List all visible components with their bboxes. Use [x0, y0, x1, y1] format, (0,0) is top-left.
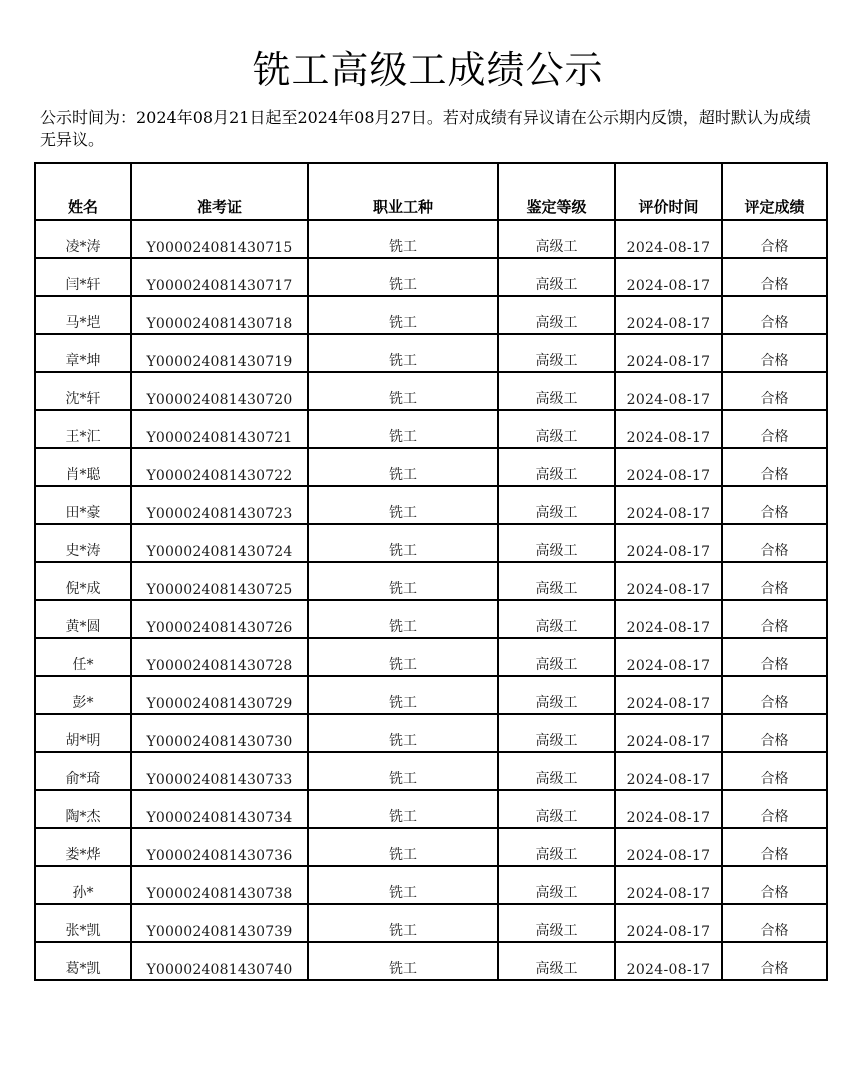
cell-result: 合格	[722, 752, 827, 790]
table-header-row	[35, 163, 827, 220]
cell-eval-date: 2024-08-17	[615, 410, 722, 448]
cell-cert-no: Y000024081430719	[131, 334, 308, 372]
cell-name: 张*凯	[35, 904, 131, 942]
table-row	[35, 790, 827, 828]
cell-cert-no: Y000024081430720	[131, 372, 308, 410]
cell-level: 高级工	[498, 942, 615, 980]
cell-level: 高级工	[498, 904, 615, 942]
cell-result: 合格	[722, 790, 827, 828]
cell-result: 合格	[722, 676, 827, 714]
cell-name: 孙*	[35, 866, 131, 904]
cell-eval-date: 2024-08-17	[615, 334, 722, 372]
cell-eval-date: 2024-08-17	[615, 486, 722, 524]
cell-cert-no: Y000024081430724	[131, 524, 308, 562]
cell-result: 合格	[722, 220, 827, 258]
cell-name: 田*豪	[35, 486, 131, 524]
cell-name: 葛*凯	[35, 942, 131, 980]
cell-occupation: 铣工	[308, 866, 498, 904]
cell-result: 合格	[722, 524, 827, 562]
cell-occupation: 铣工	[308, 372, 498, 410]
cell-cert-no: Y000024081430725	[131, 562, 308, 600]
cell-name: 陶*杰	[35, 790, 131, 828]
cell-result: 合格	[722, 296, 827, 334]
cell-eval-date: 2024-08-17	[615, 752, 722, 790]
page-title: 铣工高级工成绩公示	[252, 48, 604, 92]
cell-occupation: 铣工	[308, 828, 498, 866]
table-row	[35, 410, 827, 448]
cell-eval-date: 2024-08-17	[615, 828, 722, 866]
cell-level: 高级工	[498, 562, 615, 600]
cell-result: 合格	[722, 562, 827, 600]
cell-occupation: 铣工	[308, 220, 498, 258]
cell-eval-date: 2024-08-17	[615, 600, 722, 638]
cell-cert-no: Y000024081430739	[131, 904, 308, 942]
cell-occupation: 铣工	[308, 258, 498, 296]
cell-level: 高级工	[498, 258, 615, 296]
cell-level: 高级工	[498, 714, 615, 752]
cell-eval-date: 2024-08-17	[615, 714, 722, 752]
cell-cert-no: Y000024081430723	[131, 486, 308, 524]
cell-level: 高级工	[498, 448, 615, 486]
notice-text: 公示时间为：2024年08月21日起至2024年08月27日。若对成绩有异议请在公示期内反馈，超时默认为成绩无异议。	[40, 108, 811, 149]
cell-cert-no: Y000024081430718	[131, 296, 308, 334]
cell-result: 合格	[722, 410, 827, 448]
cell-level: 高级工	[498, 334, 615, 372]
cell-cert-no: Y000024081430738	[131, 866, 308, 904]
cell-name: 史*涛	[35, 524, 131, 562]
cell-eval-date: 2024-08-17	[615, 676, 722, 714]
table-row	[35, 372, 827, 410]
cell-name: 娄*烨	[35, 828, 131, 866]
table-row	[35, 486, 827, 524]
cell-name: 凌*涛	[35, 220, 131, 258]
cell-name: 沈*轩	[35, 372, 131, 410]
cell-result: 合格	[722, 714, 827, 752]
cell-cert-no: Y000024081430734	[131, 790, 308, 828]
cell-occupation: 铣工	[308, 296, 498, 334]
cell-name: 黄*圆	[35, 600, 131, 638]
cell-level: 高级工	[498, 296, 615, 334]
cell-level: 高级工	[498, 790, 615, 828]
cell-eval-date: 2024-08-17	[615, 942, 722, 980]
table-body	[35, 220, 827, 980]
cell-cert-no: Y000024081430717	[131, 258, 308, 296]
cell-name: 任*	[35, 638, 131, 676]
header-result: 评定成绩	[722, 163, 827, 220]
cell-eval-date: 2024-08-17	[615, 448, 722, 486]
cell-result: 合格	[722, 942, 827, 980]
cell-cert-no: Y000024081430733	[131, 752, 308, 790]
header-eval-date: 评价时间	[615, 163, 722, 220]
cell-occupation: 铣工	[308, 524, 498, 562]
cell-result: 合格	[722, 866, 827, 904]
cell-result: 合格	[722, 828, 827, 866]
cell-occupation: 铣工	[308, 790, 498, 828]
cell-name: 彭*	[35, 676, 131, 714]
table-row	[35, 828, 827, 866]
cell-result: 合格	[722, 334, 827, 372]
header-cert-no: 准考证	[131, 163, 308, 220]
cell-level: 高级工	[498, 410, 615, 448]
cell-level: 高级工	[498, 676, 615, 714]
cell-occupation: 铣工	[308, 904, 498, 942]
cell-name: 闫*轩	[35, 258, 131, 296]
cell-cert-no: Y000024081430736	[131, 828, 308, 866]
cell-occupation: 铣工	[308, 676, 498, 714]
table-row	[35, 638, 827, 676]
cell-level: 高级工	[498, 524, 615, 562]
cell-cert-no: Y000024081430721	[131, 410, 308, 448]
cell-level: 高级工	[498, 866, 615, 904]
cell-name: 章*坤	[35, 334, 131, 372]
cell-level: 高级工	[498, 752, 615, 790]
cell-eval-date: 2024-08-17	[615, 790, 722, 828]
header-level: 鉴定等级	[498, 163, 615, 220]
table-row	[35, 334, 827, 372]
cell-eval-date: 2024-08-17	[615, 562, 722, 600]
cell-result: 合格	[722, 258, 827, 296]
cell-eval-date: 2024-08-17	[615, 638, 722, 676]
cell-occupation: 铣工	[308, 562, 498, 600]
table-row	[35, 524, 827, 562]
table-row	[35, 904, 827, 942]
cell-cert-no: Y000024081430726	[131, 600, 308, 638]
cell-cert-no: Y000024081430730	[131, 714, 308, 752]
cell-eval-date: 2024-08-17	[615, 296, 722, 334]
cell-result: 合格	[722, 600, 827, 638]
cell-level: 高级工	[498, 828, 615, 866]
table-row	[35, 296, 827, 334]
cell-result: 合格	[722, 638, 827, 676]
cell-occupation: 铣工	[308, 334, 498, 372]
cell-occupation: 铣工	[308, 448, 498, 486]
table-row	[35, 866, 827, 904]
cell-occupation: 铣工	[308, 752, 498, 790]
cell-occupation: 铣工	[308, 942, 498, 980]
table-row	[35, 562, 827, 600]
cell-occupation: 铣工	[308, 714, 498, 752]
cell-occupation: 铣工	[308, 600, 498, 638]
cell-occupation: 铣工	[308, 410, 498, 448]
table-row	[35, 714, 827, 752]
cell-result: 合格	[722, 372, 827, 410]
cell-cert-no: Y000024081430722	[131, 448, 308, 486]
cell-eval-date: 2024-08-17	[615, 220, 722, 258]
cell-name: 王*汇	[35, 410, 131, 448]
cell-name: 肖*聪	[35, 448, 131, 486]
cell-cert-no: Y000024081430728	[131, 638, 308, 676]
cell-eval-date: 2024-08-17	[615, 904, 722, 942]
cell-eval-date: 2024-08-17	[615, 372, 722, 410]
results-table	[34, 162, 828, 981]
cell-cert-no: Y000024081430740	[131, 942, 308, 980]
header-occupation: 职业工种	[308, 163, 498, 220]
cell-cert-no: Y000024081430715	[131, 220, 308, 258]
table-row	[35, 600, 827, 638]
header-name: 姓名	[35, 163, 131, 220]
cell-level: 高级工	[498, 600, 615, 638]
table-row	[35, 676, 827, 714]
table-row	[35, 752, 827, 790]
cell-name: 倪*成	[35, 562, 131, 600]
cell-eval-date: 2024-08-17	[615, 258, 722, 296]
cell-level: 高级工	[498, 486, 615, 524]
table-row	[35, 258, 827, 296]
cell-name: 俞*琦	[35, 752, 131, 790]
table-row	[35, 942, 827, 980]
cell-level: 高级工	[498, 638, 615, 676]
cell-level: 高级工	[498, 220, 615, 258]
cell-occupation: 铣工	[308, 486, 498, 524]
cell-name: 马*垲	[35, 296, 131, 334]
cell-level: 高级工	[498, 372, 615, 410]
cell-result: 合格	[722, 448, 827, 486]
cell-name: 胡*明	[35, 714, 131, 752]
cell-occupation: 铣工	[308, 638, 498, 676]
cell-eval-date: 2024-08-17	[615, 524, 722, 562]
cell-eval-date: 2024-08-17	[615, 866, 722, 904]
table-row	[35, 448, 827, 486]
cell-result: 合格	[722, 904, 827, 942]
cell-cert-no: Y000024081430729	[131, 676, 308, 714]
table-row	[35, 220, 827, 258]
cell-result: 合格	[722, 486, 827, 524]
